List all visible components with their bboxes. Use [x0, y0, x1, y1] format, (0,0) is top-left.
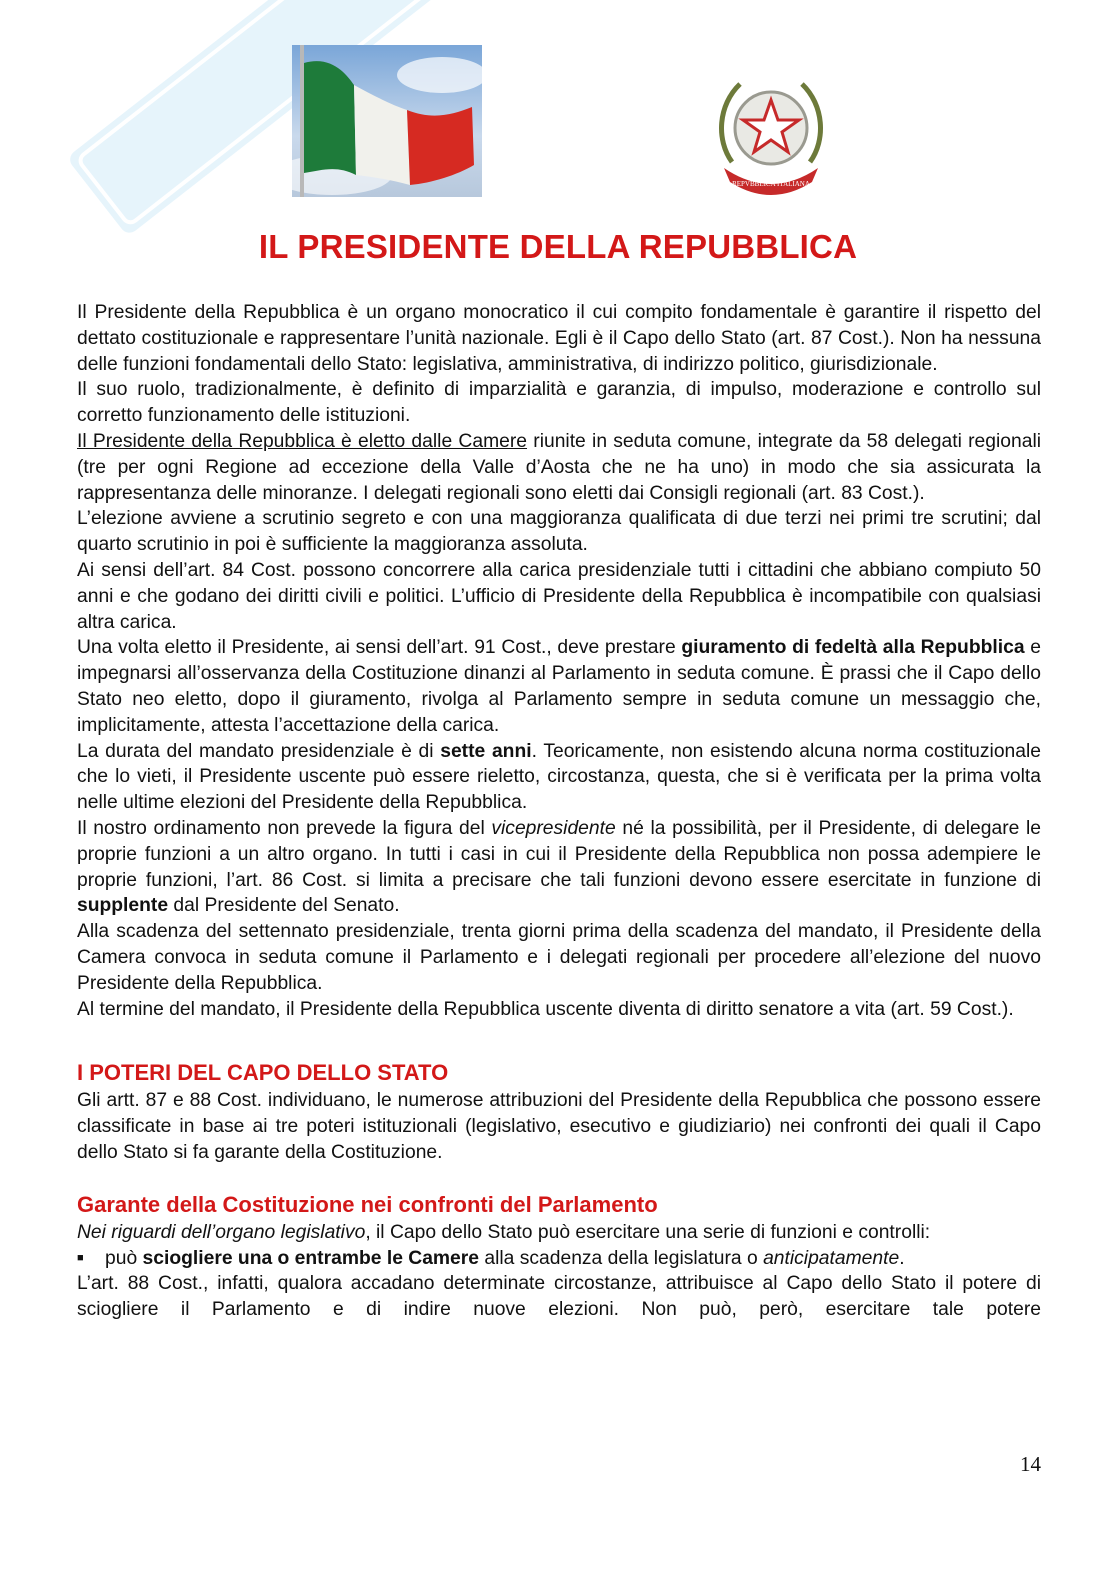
paragraph — [77, 1088, 1041, 1165]
paragraph-text: Alla scadenza del settennato presidenziale, trenta giorni prima della scadenza del mandato, il Presidente della Camera convoca in seduta comune il Parlamento e i delegati regionali per procedere all’elezione del nuovo Presidente della Repubblica. — [77, 921, 1041, 994]
paragraph — [77, 300, 1041, 377]
republic-emblem-image — [712, 70, 830, 196]
paragraph-text: Il nostro ordinamento non prevede la figura del — [77, 817, 492, 839]
paragraph-text: né la possibilità, per il Presidente, di delegare le proprie funzioni a un altro organo. In tutti i casi in cui il Presidente della Repubblica non possa adempiere le proprie funzioni, l’art. 86 Cost. si limita a precisare che tali funzioni devono essere esercitate in funzione di — [77, 817, 1042, 891]
paragraph — [77, 1220, 1041, 1246]
subsection-heading: Garante della Costituzione nei confronti del Parlamento — [77, 1191, 658, 1217]
paragraph — [77, 377, 1041, 429]
bold-text: sciogliere una o entrambe le Camere — [142, 1247, 480, 1269]
page-number: 14 — [1020, 1452, 1041, 1476]
bold-text: giuramento di fedeltà alla Repubblica — [681, 637, 1025, 659]
paragraph-text: . — [899, 1247, 905, 1269]
paragraph-text: L’art. 88 Cost., infatti, qualora accadano determinate circostanze, attribuisce al Capo dello Stato il potere di sciogliere il Parlamento e di indire nuove elezioni. Non può, però, esercitare tale potere — [77, 1273, 1041, 1321]
page-title: IL PRESIDENTE DELLA REPUBBLICA — [258, 228, 858, 265]
italic-text: vicepresidente — [491, 817, 616, 839]
italian-flag-image — [292, 45, 482, 197]
paragraph — [77, 558, 1041, 635]
paragraph-text: alla scadenza della legislatura o — [479, 1247, 764, 1269]
paragraph-text: Gli artt. 87 e 88 Cost. individuano, le numerose attribuzioni del Presidente della Repubblica che possono essere classificate in base ai tre poteri istituzionali (legislativo, esecutivo e giudiziario) nei confronti dei quali il Capo dello Stato si fa garante della Costituzione. — [77, 1090, 1041, 1163]
paragraph — [77, 919, 1041, 996]
paragraph-text: Il suo ruolo, tradizionalmente, è definito di imparzialità e garanzia, di impulso, moderazione e controllo sul corretto funzionamento delle istituzioni. — [77, 379, 1041, 427]
section-heading: I POTERI DEL CAPO DELLO STATO — [77, 1060, 449, 1086]
paragraph-text: . Teoricamente, non esistendo alcuna norma costituzionale che lo vieti, il Presidente uscente può essere rieletto, circostanza, questa, che si è verificata per la prima volta nelle ultime elezioni del Presidente della Repubblica. — [77, 740, 1042, 814]
paragraph — [77, 1271, 1041, 1323]
paragraph-text: e impegnarsi all’osservanza della Costituzione dinanzi al Parlamento in seduta comune. È prassi che il Capo dello Stato neo eletto, dopo il giuramento, rivolga al Parlamento sempre in seduta comune un messaggio che, implicitamente, attesta l’accettazione della carica. — [77, 637, 1041, 736]
paragraph — [77, 816, 1041, 919]
paragraph — [77, 635, 1041, 738]
paragraph-text: riunite in seduta comune, integrate da 58 delegati regionali (tre per ogni Regione ad eccezione della Valle d’Aosta che ne ha uno) in modo che sia assicurata la rappresentanza delle minoranze. I delegati regionali sono eletti dai Consigli regionali (art. 83 Cost.). — [77, 430, 1042, 504]
paragraph-text: La durata del mandato presidenziale è di — [77, 740, 441, 762]
paragraph-text: Il Presidente della Repubblica è un organo monocratico il cui compito fondamentale è garantire il rispetto del dettato costituzionale e rappresentare l’unità nazionale. Egli è il Capo dello Stato (art. 87 Cost.). Non ha nessuna delle funzioni fondamentali dello Stato: legislativa, amministrativa, di indirizzo politico, giurisdizionale. — [77, 302, 1041, 375]
italic-text: Nei riguardi dell’organo legislativo — [77, 1221, 366, 1243]
paragraph-text: Al termine del mandato, il Presidente della Repubblica uscente diventa di diritto senatore a vita (art. 59 Cost.). — [77, 998, 1014, 1020]
paragraph — [77, 506, 1041, 558]
emblem-label: REPVBBLICA ITALIANA — [732, 180, 810, 188]
paragraph-text: , il Capo dello Stato può esercitare una serie di funzioni e controlli: — [365, 1221, 931, 1243]
paragraph-text: Una volta eletto il Presidente, ai sensi dell’art. 91 Cost., deve prestare — [77, 637, 682, 659]
paragraph — [77, 429, 1041, 506]
document-body — [77, 300, 1041, 1323]
bullet-item — [77, 1246, 1041, 1272]
underlined-text: Il Presidente della Repubblica è eletto dalle Camere — [77, 430, 528, 452]
paragraph — [77, 739, 1041, 816]
bold-text: supplente — [77, 895, 169, 917]
square-bullet-icon: ■ — [77, 1251, 84, 1264]
italic-text: anticipatamente — [763, 1247, 900, 1269]
bold-text: sette anni — [440, 740, 532, 762]
paragraph — [77, 997, 1041, 1023]
paragraph-text: L’elezione avviene a scrutinio segreto e con una maggioranza qualificata di due terzi nei primi tre scrutini; dal quarto scrutinio in poi è sufficiente la maggioranza assoluta. — [77, 508, 1041, 556]
paragraph-text: Ai sensi dell’art. 84 Cost. possono concorrere alla carica presidenziale tutti i cittadini che abbiano compiuto 50 anni e che godano dei diritti civili e politici. L’ufficio di Presidente della Repubblica è incompatibile con qualsiasi altra carica. — [77, 559, 1041, 633]
paragraph-text: può — [105, 1247, 143, 1269]
paragraph-text: dal Presidente del Senato. — [168, 895, 400, 917]
